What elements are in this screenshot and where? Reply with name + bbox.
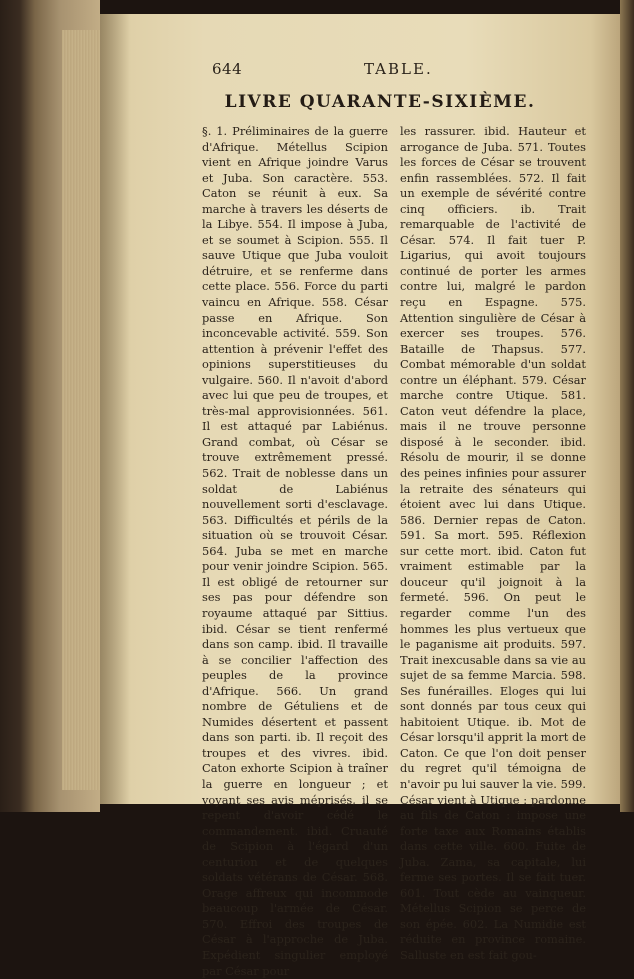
gutter-shadow bbox=[100, 14, 130, 804]
text-column-right: les rassurer. ibid. Hauteur et arrogance de Juba. 571. Toutes les forces de César se trouvent enfin rassemblées. 572. Il fait un exemple de sévérité contre cinq officiers. ib. Trait remarquable de l'activité de César. 574. Il fait tuer P. Ligarius, qui avoit toujours continué de porter les armes contre lui, malgré le pardon reçu en Espagne. 575. Attention singulière de César à exercer ses troupes. 576. Bataille de Thapsus. 577. Combat mémorable d'un soldat contre un éléphant. 579. César marche contre Utique. 581. Caton veut défendre la place, mais il ne trouve personne disposé à le seconder. ibid. Résolu de mourir, il se donne des peines infinies pour assurer la retraite des sénateurs qui étoient avec lui dans Utique. 586. Dernier repas de Caton. 591. Sa mort. 595. Réflexion sur cette mort. ibid. Caton fut vraiment estimable par la douceur qu'il joignoit à la fermeté. 596. On peut le regarder comme l'un des hommes les plus vertueux que le paganisme ait produits. 597. Trait inexcusable dans sa vie au sujet de sa femme Marcia. 598. Ses funérailles. Eloges qui lui sont donnés par tous ceux qui habitoient Utique. ib. Mot de César lorsqu'il apprit la mort de Caton. Ce que l'on doit penser du regret qu'il témoigna de n'avoir pu lui sauver la vie. 599. César vient à Utique : pardonne au fils de Caton : impose une forte taxe aux Romains établis dans cette ville. 600. Fuite de Juba. Zama, sa capitale, lui ferme ses portes. Il se fait tuer. 601. Tout cède au vainqueur. Métellus Scipion se perce de son épée. 602. La Numidie est réduite en province romaine. Salluste en est fait gou- bbox=[400, 124, 586, 962]
section-title: LIVRE QUARANTE-SIXIÈME. bbox=[224, 92, 536, 112]
text-column-left: §. 1. Préliminaires de la guerre d'Afrique. Métellus Scipion vient en Afrique joindre Varus et Juba. Son caractère. 553. Caton se réunit à eux. Sa marche à travers les déserts de la Libye. 554. Il impose à Juba, et se soumet à Scipion. 555. Il sauve Utique que Juba vouloit détruire, et se renferme dans cette place. 556. Force du parti vaincu en Afrique. 558. César passe en Afrique. Son inconcevable activité. 559. Son attention à prévenir l'effet des opinions superstitieuses du vulgaire. 560. Il n'avoit d'abord avec lui que peu de troupes, et très-mal approvisionnées. 561. Il est attaqué par Labiénus. Grand combat, où César se trouve extrêmement pressé. 562. Trait de noblesse dans un soldat de Labiénus nouvellement sorti d'esclavage. 563. Difficultés et périls de la situation où se trouvoit César. 564. Juba se met en marche pour venir joindre Scipion. 565. Il est obligé de retourner sur ses pas pour défendre son royaume attaqué par Sittius. ibid. César se tient renfermé dans son camp. ibid. Il travaille à se concilier l'affection des peuples de la province d'Afrique. 566. Un grand nombre de Gétuliens et de Numides désertent et passent dans son parti. ib. Il reçoit des troupes et des vivres. ibid. Caton exhorte Scipion à traîner la guerre en longueur ; et voyant ses avis méprisés, il se repent d'avoir cédé le commandement. ibid. Cruauté de Scipion à l'égard d'un centurion et de quelques soldats vétérans de César. 568. Orage affreux qui incommode beaucoup l'armée de César. 570. Effroi des troupes de César à l'approche de Juba. Expédient singulier employé par César pour bbox=[202, 124, 388, 978]
right-page-edge bbox=[620, 0, 634, 812]
page-header bbox=[212, 60, 432, 82]
running-head: TABLE. bbox=[364, 60, 433, 78]
page-number: 644 bbox=[212, 60, 243, 78]
